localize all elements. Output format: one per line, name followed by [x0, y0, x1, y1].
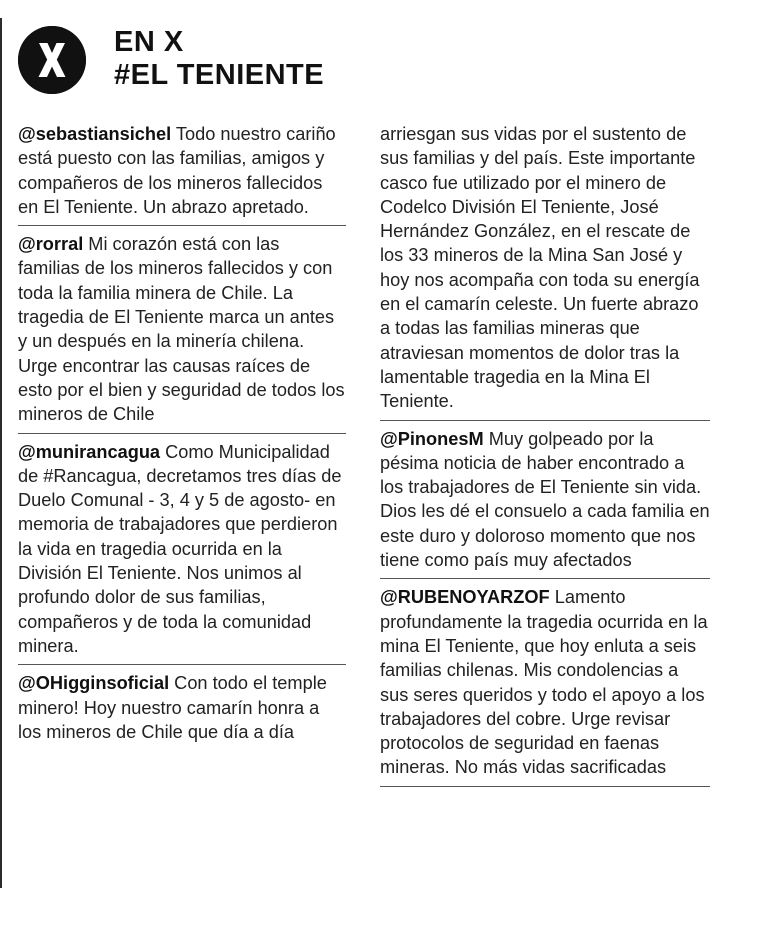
post	[18, 671, 346, 750]
post-handle[interactable]: @munirancagua	[18, 441, 161, 462]
page-title	[114, 26, 324, 92]
post-continuation	[380, 122, 710, 421]
post-text: Lamento profundamente la tragedia ocurrida en la mina El Teniente, que hoy enluta a seis familias chilenas. Mis condolencias a sus seres queridos y todo el apoyo a los trabajadores del cobre. Urge revisar protocolos de seguridad en faenas mineras. No más vidas sacrificadas	[380, 587, 708, 778]
title-line-1: EN X	[114, 26, 184, 58]
page-edge-rule	[0, 18, 2, 888]
x-logo-glyph	[18, 26, 86, 94]
post	[18, 440, 346, 666]
post-text: Como Municipalidad de #Rancagua, decretamos tres días de Duelo Comunal - 3, 4 y 5 de agosto- en memoria de trabajadores que perdieron la vida en tragedia ocurrida en la División El Teniente. Nos unimos al profundo dolor de sus familias, compañeros y de toda la comunidad minera.	[18, 441, 342, 656]
post	[18, 122, 346, 226]
post-handle[interactable]: @rorral	[18, 234, 84, 255]
post-handle[interactable]: @RUBENOYARZOF	[380, 587, 550, 608]
post-text: Con todo el temple minero! Hoy nuestro camarín honra a los mineros de Chile que día a día	[18, 673, 327, 742]
post	[380, 427, 710, 580]
post-handle[interactable]: @PinonesM	[380, 428, 484, 449]
post-handle[interactable]: @sebastiansichel	[18, 124, 172, 144]
section-header	[18, 22, 358, 98]
post-text: Muy golpeado por la pésima noticia de haber encontrado a los trabajadores de El Teniente sin vida. Dios les dé el consuelo a cada familia en este duro y doloroso momento que nos tiene como país muy afectados	[380, 428, 710, 571]
title-line-2: #EL TENIENTE	[114, 59, 325, 91]
left-column	[18, 122, 346, 750]
post-text: Todo nuestro cariño está puesto con las familias, amigos y compañeros de los mineros fallecidos en El Teniente. Un abrazo apretado.	[18, 124, 336, 217]
right-column	[380, 122, 710, 793]
post-handle[interactable]: @OHigginsoficial	[18, 673, 170, 694]
post-text: arriesgan sus vidas por el sustento de sus familias y del país. Este importante casco fue utilizado por el minero de Codelco División El Teniente, José Hernández González, en el rescate de los 33 mineros de la Mina San José y hoy nos acompaña con toda su energía en el camarín celeste. Un fuerte abrazo a todas las familias mineras que atraviesan momentos de dolor tras la lamentable tragedia en la Mina El Teniente.	[380, 124, 700, 412]
x-logo-icon	[18, 26, 86, 94]
post	[18, 232, 346, 433]
post	[380, 585, 710, 786]
post-text: Mi corazón está con las familias de los mineros fallecidos y con toda la familia minera de Chile. La tragedia de El Teniente marca un antes y un después en la minería chilena. Urge encontrar las causas raíces de esto por el bien y seguridad de todos los mineros de Chile	[18, 234, 345, 425]
